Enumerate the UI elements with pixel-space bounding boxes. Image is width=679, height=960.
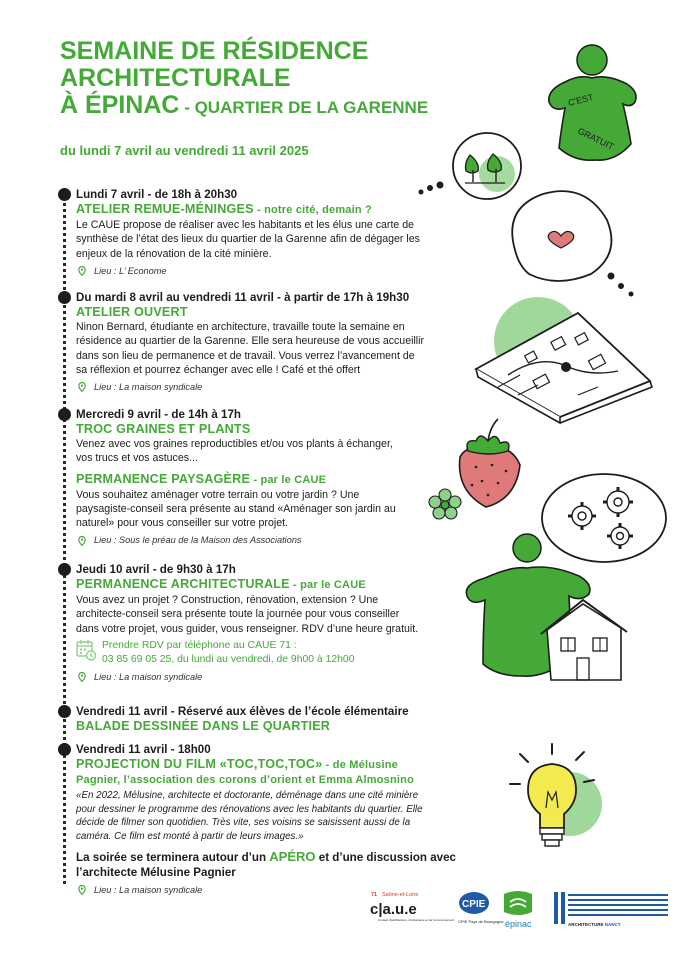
date-range: du lundi 7 avril au vendredi 11 avril 2025 <box>60 143 309 158</box>
event-heading-2 <box>76 472 426 488</box>
event-atelier-ouvert <box>76 290 444 394</box>
person-house-illustration <box>455 530 665 700</box>
partner-logos <box>370 888 670 948</box>
event-body: Ninon Bernard, étudiante en architecture, travaille toute la semaine en résidence au quartier de la Garenne. Elle sera heureuse de vous accueillir dans son lieu de permanence et de travail. Vous verrez l’avancement de sa réflexion et pourrez échanger avec elle ! Café et thé offert <box>76 321 425 376</box>
event-when: Du mardi 8 avril au vendredi 11 avril - à partir de 17h à 19h30 <box>76 291 410 304</box>
caue-logo-desc: Conseil d'architecture, d'urbanisme et de l'environnement <box>378 918 455 922</box>
event-location-text: Lieu : L’ Econome <box>94 265 167 276</box>
rdv-text <box>102 639 354 667</box>
timeline-dot <box>58 705 71 718</box>
apero-note-b: et d’une discussion avec l’architecte Mélusine Pagnier <box>76 851 456 879</box>
event-location <box>76 380 444 394</box>
timeline-dot <box>58 743 71 756</box>
apero-note <box>76 849 456 880</box>
event-heading-2-text: PERMANENCE PAYSAGÈRE <box>76 471 251 486</box>
lightbulb-illustration <box>498 738 608 856</box>
event-when: Lundi 7 avril - de 18h à 20h30 <box>76 188 238 201</box>
film-synopsis: «En 2022, Mélusine, architecte et doctorante, déménage dans une cité minière pour dessiner le programme des rénovations avec les habitants du quartier. Elle décide de filmer son quotidien. Très vite, ses voisins se saisissent aussi de la caméra. Ce film est monté à partir de leurs images.» <box>76 790 423 842</box>
event-when: Vendredi 11 avril - Réservé aux élèves de l’école élémentaire <box>76 705 409 718</box>
rdv-line-1: Prendre RDV par téléphone au CAUE 71 : <box>102 639 297 651</box>
map-pin-icon <box>78 382 86 392</box>
event-location-text: Lieu : Sous le préau de la Maison des Associations <box>94 535 302 546</box>
gratuit-badge-illustration <box>535 38 645 168</box>
map-pin-icon <box>78 885 86 895</box>
event-heading: ATELIER OUVERT <box>76 305 188 319</box>
title-line-3 <box>60 92 540 121</box>
event-heading-text: PERMANENCE ARCHITECTURALE <box>76 577 290 591</box>
event-location <box>76 670 421 684</box>
timeline-dot <box>58 563 71 576</box>
rdv-phone: 03 85 69 05 25, du lundi au vendredi, de 9h00 à 12h00 <box>102 653 355 665</box>
title-place: À ÉPINAC <box>60 91 180 119</box>
event-location-text: Lieu : La maison syndicale <box>94 671 203 682</box>
caue-logo: c|a.u.e <box>370 901 417 918</box>
event-location-text: Lieu : La maison syndicale <box>94 382 203 393</box>
calendar-icon <box>76 639 96 661</box>
event-when: Mercredi 9 avril - de 14h à 17h <box>76 408 241 421</box>
event-location-text: Lieu : La maison syndicale <box>94 885 203 895</box>
apero-note-a: La soirée se terminera autour d’un <box>76 851 270 864</box>
event-heading-text: PROJECTION DU FILM «TOC,TOC,TOC» <box>76 757 323 771</box>
event-heading-sub: - notre cité, demain ? <box>253 204 372 216</box>
event-heading <box>76 202 436 218</box>
map-pin-icon <box>78 672 86 682</box>
map-pin-icon <box>78 536 86 546</box>
page-title <box>60 38 540 121</box>
event-when: Jeudi 10 avril - de 9h30 à 17h <box>76 563 236 576</box>
cpie-logo-desc: CPIE Pays de Bourgogne <box>458 919 504 924</box>
event-location <box>76 264 436 278</box>
archi-nancy-logo-b: NANCY <box>603 922 621 927</box>
event-permanence-architecturale <box>76 562 421 684</box>
badge-line-1: C'EST <box>567 92 595 108</box>
event-location <box>76 533 426 547</box>
apero-word: APÉRO <box>269 849 316 864</box>
event-troc-graines <box>76 407 426 548</box>
flower-illustration <box>427 488 463 520</box>
rdv-info <box>76 639 421 667</box>
event-body: Vous avez un projet ? Construction, rénovation, extension ? Une architecte-conseil sera présente toute la journée pour vous conseiller dans votre projet, vous guider, vous renseigner. RDV d’une heure gratuit. <box>76 594 419 635</box>
caue-logo-region: Saône-et-Loire <box>382 892 419 898</box>
title-line-2: ARCHITECTURALE <box>60 64 291 92</box>
event-when: Vendredi 11 avril - 18h00 <box>76 743 211 756</box>
caue-logo-number: 71 <box>371 892 378 898</box>
event-heading-2-sub: - par le CAUE <box>250 473 327 486</box>
timeline-dot <box>58 408 71 421</box>
event-heading: TROC GRAINES ET PLANTS <box>76 422 251 436</box>
heart-thought-bubble <box>495 178 645 303</box>
map-plan-illustration <box>468 295 668 425</box>
event-balade-dessinee <box>76 704 456 734</box>
epinac-logo: épinac <box>505 919 532 929</box>
timeline-dot <box>58 188 71 201</box>
event-heading <box>76 757 434 787</box>
event-body: Venez avec vos graines reproductibles et/ou vos plants à échanger, vos trucs et vos astuces... <box>76 438 393 465</box>
epinac-logo-mark <box>504 891 532 915</box>
event-heading <box>76 577 421 593</box>
title-line-1: SEMAINE DE RÉSIDENCE <box>60 37 369 65</box>
event-body-2: Vous souhaitez aménager votre terrain ou votre jardin ? Une paysagiste-conseil sera présente au stand «Aménager son jardin au naturel» pour vous conseiller sur votre projet. <box>76 488 396 530</box>
event-atelier-remue-meninges <box>76 187 436 278</box>
archi-nancy-logo <box>568 922 621 927</box>
cpie-logo: CPIE <box>462 899 486 910</box>
event-heading-sub: - de Mélusine Pagnier, l’association des corons d’orient et Emma Almosnino <box>76 759 415 786</box>
timeline-dot <box>58 291 71 304</box>
archi-nancy-logo-a: ARCHITECTURE <box>568 922 604 927</box>
badge-line-2: GRATUIT <box>576 125 616 152</box>
event-body: Le CAUE propose de réaliser avec les habitants et les élus une carte de synthèse de l’état des lieux du quartier de la Garenne afin de dégager les enjeux de la rénovation de la cité minière. <box>76 219 420 260</box>
event-heading-text: ATELIER REMUE-MÉNINGES <box>76 202 254 216</box>
event-heading: BALADE DESSINÉE DANS LE QUARTIER <box>76 719 331 733</box>
title-subtitle: - QUARTIER DE LA GARENNE <box>179 98 429 117</box>
map-pin-icon <box>78 266 86 276</box>
event-projection-film <box>76 742 456 897</box>
partner-logos-strip <box>370 888 670 948</box>
event-heading-sub: - par le CAUE <box>289 579 366 591</box>
archi-nancy-logo-mark <box>554 892 668 924</box>
